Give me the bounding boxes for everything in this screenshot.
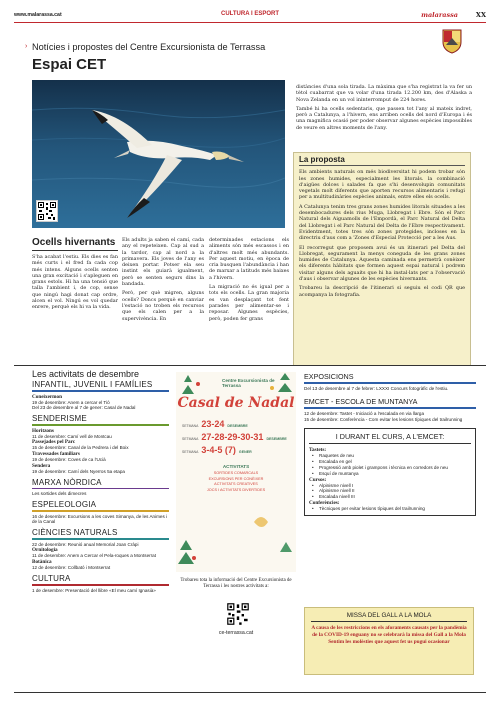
activity-group-heading: CULTURA <box>32 574 71 584</box>
poster-activities <box>176 471 296 493</box>
poster-week-label: SETMANA <box>182 450 199 454</box>
activity-line: 19 de desembre: Camí dels Nyerros 5a etapa <box>32 468 125 474</box>
conferencies-label: Conferències: <box>309 499 340 506</box>
activity-name: Coneixermon <box>32 393 62 400</box>
poster-org: Centre Excursionista de Terrassa <box>222 378 275 388</box>
article-paragraph: S'ha acabat l'estiu. Els dies es fan més curts i el fred fa cada cop més intens. Alguns ocells senten una gran excitació i s'apleguen en grans estols. Hi ha una tensió que talla l'ambient i, de cop, sense que ningú hagi donat cap ordre, alcen el vol. Ningú es vol quedar enrere, perquè els hi va la vida. <box>32 254 118 311</box>
conferencies-list <box>309 506 471 512</box>
activity-line: 12 de desembre: Collbató i Montserrat <box>32 565 111 571</box>
proposta-title: La proposta <box>299 157 465 166</box>
poster-activity: ACTIVITATS CREATIVES <box>214 482 258 486</box>
proposta-paragraph: Trobareu la descripció de l'itinerari si seguiu el codi QR que acompanya la fotografia. <box>299 285 465 298</box>
activity-group-heading: INFANTIL, JUVENIL I FAMÍLIES <box>32 380 153 389</box>
activity-line: 11 de desembre: Anem a Cercar el Pela-roques a Montserrat <box>32 553 157 559</box>
qr-code-icon <box>37 201 57 221</box>
course-item: • Alpinisme nivell II <box>309 488 471 494</box>
exposicions-bar <box>304 382 476 384</box>
poster-title: Casal de Nadal <box>177 395 295 411</box>
article-paragraph: distàncies d'una sola tirada. La màxima que s'ha registrat la va fer un tètol cuabarrat que va volar d'una tirada 12.200 km, des d'Alaska a Nova Zelanda en un vol ininterromput de 224 hores. <box>296 84 472 103</box>
footer-divider <box>14 692 486 693</box>
website-link[interactable]: ce-terrassa.cat <box>218 630 254 636</box>
tastets-label: Tastets: <box>309 447 327 454</box>
cursos-box <box>304 428 476 515</box>
ocells-underline <box>32 250 118 251</box>
emcet-text: 12 de desembre: Tastet - Iniciació a l'escalada en via llarga <box>304 410 425 416</box>
activity-name: Passejades pel Parc <box>32 439 76 446</box>
activity-name: Sendera <box>32 462 51 469</box>
article-paragraph: La migració no és igual per a tots els ocells. La gran majoria es van desplaçant tot fent parades per alimentar-se i reposar. Algunes espècies, però, poden fer grans <box>209 284 289 322</box>
activity-line: 15 de desembre: Canal de la Pedrera i del Boix <box>32 445 129 451</box>
activitats-title: Les activitats de desembre <box>32 369 140 379</box>
exposicions-text: Del 13 de desembre al 7 de febrer: LXXXI Concurs fotogràfic de l'estiu. <box>304 385 449 391</box>
activity-group-bar <box>32 488 169 490</box>
emcet-text-2: 15 de desembre: Conferència - Com evitar les lesions típiques del trailrunning <box>304 416 463 422</box>
activity-line: 19 de desembre: Coves de ca l'Ucià <box>32 457 106 463</box>
course-item: • Escalada nivell III <box>309 494 471 500</box>
article-col-2 <box>122 237 204 325</box>
article-col-1 <box>32 237 118 314</box>
qr-code-icon <box>226 602 250 626</box>
poster-date-row <box>182 432 290 442</box>
activitats-list <box>32 369 169 593</box>
course-item: • Tècniques per evitar lesions típiques del trailrunning <box>309 506 471 512</box>
poster-date-row <box>182 419 290 429</box>
proposta-paragraph: Els ambients naturals on més biodiversitat hi podem trobar són les zones humides, especialment les litorals. la combinació d'aigües dolces i salades fa que s'hi desenvolupin comunitats vegetals molt diferents que aporten recursos alimentaris i refugi per a multitudinàries espècies animals, entre elles els ocells. <box>299 169 465 201</box>
activity-group-bar <box>32 538 169 540</box>
ocells-heading: Ocells hivernants <box>32 237 116 248</box>
gannet-photo <box>32 80 285 228</box>
activity-line: 19 de desembre: Anem a cercar el Tió <box>32 399 110 405</box>
section-divider <box>14 365 486 366</box>
proposta-paragraph: El recorregut que proposem avui és un itinerari pel Delta del Llobregat, segurament la menys coneguda de les grans zones humides de Catalunya. Aquesta caminada ens permetrà conèixer els diferents hàbitats que formen aquest espai natural i podrem visitar alguns dels aguaits que hi ha instal·lats per a l'observació d'aus i observar algunes de les espècies hivernants. <box>299 244 465 283</box>
activity-name: Travessades familiars <box>32 451 80 458</box>
article-kicker: › Notícies i propostes del Centre Excursionista de Terrassa <box>25 42 266 52</box>
article-paragraph: Els adults ja saben el camí, cada any el repeteixen. Cap al sud a la tardor, cap al nord a la primavera. Els joves de l'any es deixen portar. Potser ela seu instint els guiarà igualment, però se senten segurs dins la bandada. <box>122 237 204 288</box>
activity-group-heading: SENDERISME <box>32 414 87 424</box>
poster-dates-value: 3-4-5 (7) <box>201 445 236 455</box>
poster-week-label: SETMANA <box>182 424 199 428</box>
proposta-paragraph: A Catalunya tenim tres grans zones humides litorals situades a les desembocadures dels rius Muga, Llobregat i Ebre. Són el Parc Natural dels Aiguamolls de l'Empordà, el Parc Natural del Delta del Llobregat i el Parc Natural del Delta de l'Ebre respectivament. Evidentment, totes tres són zones protegides, incloses en la directriu d'aus com a 'Zones d'Especial Protecció per a les Aus. <box>299 203 465 242</box>
poster-dates-value: 23-24 <box>201 419 225 429</box>
poster-activities-title: ACTIVITATS <box>222 464 250 469</box>
kicker-arrow-icon: › <box>25 43 28 50</box>
proposta-box <box>293 152 471 366</box>
poster-month: DESEMBRE <box>266 437 287 441</box>
poster-dates <box>182 419 290 458</box>
activity-line: Del 23 de desembre al 7 de gener: Casal de Nadal <box>32 405 136 411</box>
course-item: • Escalada en gel <box>309 459 471 465</box>
missa-gall-title: MISSA DEL GALL A LA MOLA <box>311 612 467 622</box>
cursos-list <box>309 483 471 500</box>
article-col-3 <box>209 237 289 325</box>
right-column <box>304 372 476 516</box>
activity-group-bar <box>32 424 169 426</box>
activity-group-heading: ESPELEOLOGIA <box>32 500 97 510</box>
article-paragraph: També hi ha ocells sedentaris, que passen tot l'any al mateix indret, però a Catalunya, a l'hivern, ens arriben ocells del nord d'Europa i és una magnífica ocasió per poder observar algunes espècies impossibles de veure en altres moments de l'any. <box>296 105 472 131</box>
course-item: • Raquetes de neu <box>309 453 471 459</box>
qr-note-text: Trobareu tota la informació del Centre Excursionista de Terrassa i les nostres activitats a: <box>180 578 292 590</box>
brand-name: malarassa <box>421 11 458 19</box>
itinerary-qr-code[interactable] <box>36 200 58 222</box>
poster-month: GENER <box>238 450 252 454</box>
exposicions-title: EXPOSICIONS <box>304 372 354 381</box>
emcet-bar <box>304 407 476 409</box>
activity-line: 22 de desembre: Reunió anual Memorial Joan Cràpi <box>32 541 139 547</box>
activity-line: 16 de desembre: Excursions a les coves Simanya, de les Animes i de la Canal <box>32 513 168 525</box>
course-item: • Alpinisme nivell I <box>309 483 471 489</box>
article-paragraph: determinades estacions els aliments són més escassos i en d'altres molt més abundants. Per aquest motiu, en època de cria busquen l'abundància i han de marxar a latituds més baixes a l'hivern. <box>209 237 289 281</box>
activity-group-bar <box>32 510 169 512</box>
activity-group-bar <box>32 584 169 586</box>
missa-gall-box <box>304 607 474 675</box>
missa-gall-text: A causa de les restriccions en els aforaments causats per la pandèmia de la COVID-19 enguany no se celebrarà la missa del Gall a la Mola Sentim les molèsties que aquest fet us pugui ocasionar <box>311 625 467 645</box>
activity-name: Ornitologia <box>32 547 58 554</box>
poster-activity: EXCURSIONS PER CONÈIXER <box>208 476 264 481</box>
poster-dates-value: 27-28-29-30-31 <box>201 432 264 442</box>
activity-line: 11 de desembre: Camí vell de Montcau <box>32 433 112 439</box>
activity-name: Botànica <box>32 559 52 566</box>
page-header <box>14 11 486 21</box>
section-title: CULTURA I ESPORT <box>221 11 279 17</box>
cursos-title: I DURANT EL CURS, A L'EMCET: <box>309 432 471 444</box>
article-title: Espai CET <box>32 56 107 73</box>
qr-note <box>178 578 294 594</box>
poster-month: DESEMBRE <box>227 424 248 428</box>
club-crest-icon <box>441 28 463 54</box>
emcet-title: EMCET - ESCOLA DE MUNTANYA <box>304 397 418 407</box>
tastets-list <box>309 453 471 476</box>
poster-activity: JOCS I ACTIVITATS DIVERTIDES <box>206 487 266 492</box>
page-number: XX <box>475 11 486 19</box>
activity-group-heading: MARXA NÒRDICA <box>32 477 102 487</box>
cursos-label: Cursos: <box>309 476 327 483</box>
activity-group-heading: CIÈNCIES NATURALS <box>32 528 118 538</box>
poster-date-row <box>182 445 290 455</box>
poster-activity: SORTIDES COMARCALS <box>213 471 259 475</box>
activity-group-bar <box>32 390 169 392</box>
site-url[interactable]: www.malarassa.cat <box>14 12 62 18</box>
website-qr-code[interactable] <box>226 602 250 626</box>
course-item: • Progressió amb piolet i grampons i tècnica en corredors de neu <box>309 465 471 471</box>
course-item: • Esquí de muntanya <box>309 471 471 477</box>
activity-line: Les sortides dels dimecres <box>32 491 87 497</box>
casal-nadal-poster <box>176 372 296 572</box>
article-right-top <box>296 84 472 134</box>
activity-line: 1 de desembre: Presentació del llibre «El meu camí Ignasià» <box>32 587 156 593</box>
header-divider <box>14 22 486 23</box>
article-paragraph: Però, per què migren, alguns ocells? Doncs perquè en canviar l'estació no troben els recursos que els calen per a la supervivència. En <box>122 290 204 322</box>
activity-name: Horitzons <box>32 427 54 434</box>
poster-week-label: SETMANA <box>182 437 199 441</box>
